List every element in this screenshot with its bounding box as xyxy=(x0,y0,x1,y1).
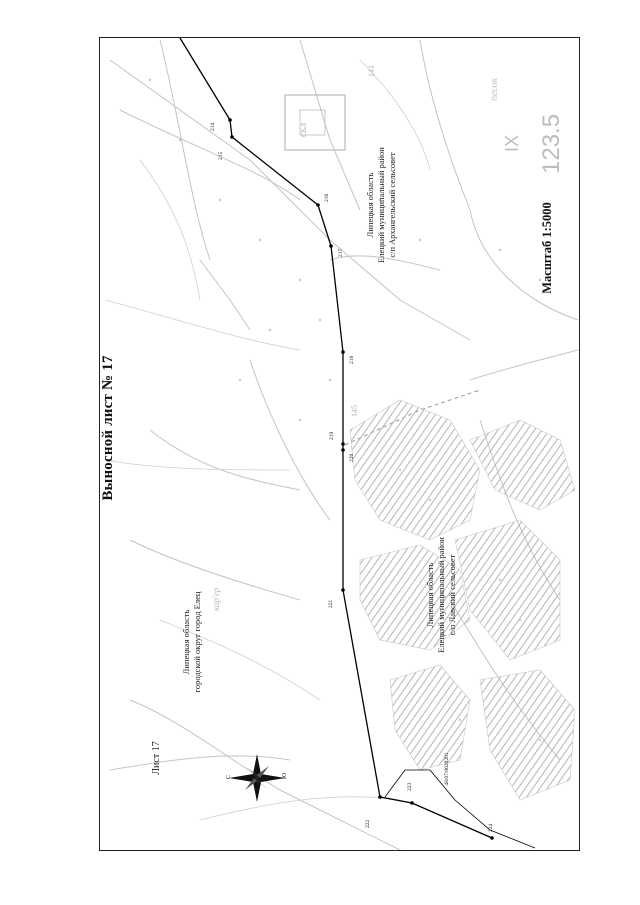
compass-south-letter: Ю xyxy=(282,772,288,779)
point-label-224: 224 xyxy=(488,823,494,832)
region-east-south-line-1: Липецкая область xyxy=(425,562,435,628)
sheet-label: Лист 17 xyxy=(151,741,162,775)
region-east-north-line-1: Липецкая область xyxy=(365,172,375,238)
point-label-222: 222 xyxy=(365,819,371,828)
point-label-214: 214 xyxy=(210,122,216,131)
sheet-title: Выносной лист № 17 xyxy=(100,355,116,501)
point-label-221: 221 xyxy=(328,599,334,608)
basemap-grid-sheet: IX xyxy=(502,134,522,152)
region-east-south-label xyxy=(425,520,461,670)
region-east-north-line-2: Елецкий муниципальный район xyxy=(376,147,386,263)
point-label-217: 217 xyxy=(338,248,344,257)
point-label-220: 220 xyxy=(349,453,355,462)
region-east-north-line-3: с/п Архангельский сельсовет xyxy=(387,152,397,258)
region-west-line-1: Липецкая область xyxy=(181,609,191,675)
point-label-216: 216 xyxy=(324,193,330,202)
point-label-219: 219 xyxy=(329,431,335,440)
basemap-elev-1: 141 xyxy=(367,65,376,77)
basemap-grid-number: 123.5 xyxy=(538,113,565,174)
basemap-elev-2: 145 xyxy=(350,405,359,417)
point-label-215: 215 xyxy=(218,151,224,160)
region-west-line-2: городской округ город Елец xyxy=(192,591,202,693)
region-east-north-label xyxy=(365,130,401,280)
point-label-223: 223 xyxy=(407,782,413,791)
basemap-skl: СКЛ xyxy=(300,122,308,137)
region-west-label xyxy=(181,567,205,717)
basemap-karier: кар'ер xyxy=(211,587,221,611)
point-label-218: 218 xyxy=(349,355,355,364)
region-east-south-line-2: Елецкий муниципальный район xyxy=(436,537,446,653)
region-east-south-line-3: с/п Лавский сельсовет xyxy=(447,554,457,636)
compass-north-letter: С xyxy=(226,774,232,779)
basemap-pesok: песок xyxy=(489,77,500,101)
cadastral-number: 48:07:0020201 xyxy=(444,752,450,786)
scale-label: Масштаб 1:5000 xyxy=(540,202,554,294)
sheet-frame xyxy=(99,37,580,851)
